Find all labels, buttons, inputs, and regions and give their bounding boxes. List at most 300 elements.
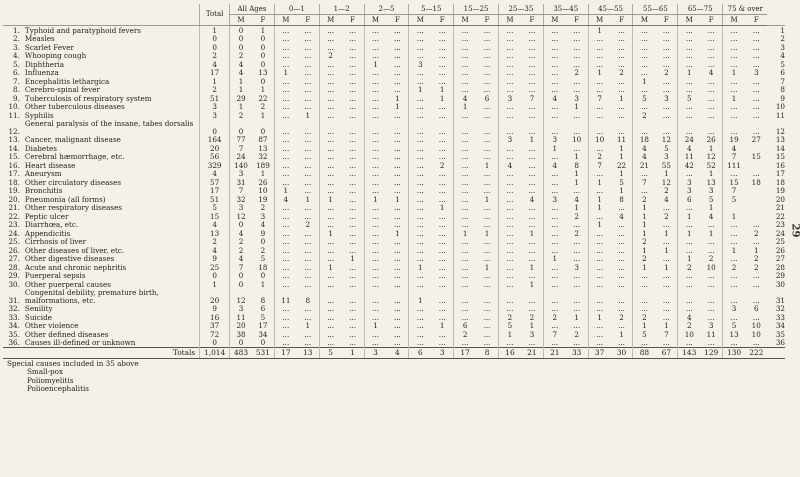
age-cell: ...	[364, 94, 386, 103]
age-cell: 1	[678, 212, 700, 221]
age-cell: 2	[529, 313, 535, 322]
table-row	[3, 272, 785, 281]
age-cell: ...	[393, 77, 401, 86]
age-cell: ...	[543, 204, 565, 213]
cause-label: Other circulatory diseases	[24, 178, 122, 187]
age-cell: ...	[543, 280, 565, 289]
age-cell: 1	[708, 203, 714, 212]
age-cell: ...	[528, 237, 536, 246]
row-number-right: 24	[775, 229, 785, 238]
age-cell: ...	[528, 68, 536, 77]
age-cell: ...	[573, 338, 581, 348]
age-cell: ...	[304, 68, 312, 77]
row-number: 7.	[13, 77, 20, 86]
age-cell: ...	[707, 280, 715, 289]
cause-label: Other tuberculous diseases	[24, 102, 125, 111]
age-cell: ...	[499, 52, 521, 61]
age-cell: ...	[393, 60, 401, 69]
age-cell: ...	[483, 25, 491, 35]
all-ages-female-cell: 87	[258, 135, 268, 144]
age-cell: 4	[633, 153, 655, 162]
age-cell: ...	[752, 296, 760, 305]
age-cell: ...	[573, 280, 581, 289]
age-cell: 2	[678, 322, 700, 331]
all-ages-female-cell: 0	[260, 237, 266, 246]
age-cell: 1	[723, 246, 745, 255]
cause-label: Appendicitis	[24, 229, 71, 238]
age-cell: 1	[529, 321, 535, 330]
age-cell: ...	[483, 313, 491, 322]
age-cell: ...	[454, 136, 476, 145]
age-cell: ...	[454, 43, 476, 52]
age-cell: ...	[543, 178, 565, 187]
cause-label: Other digestive diseases	[24, 254, 115, 263]
age-cell: ...	[319, 103, 341, 112]
age-cell: ...	[349, 263, 356, 272]
all-ages-female-cell: 0	[260, 127, 266, 136]
age-cell: 10	[751, 321, 761, 330]
age-cell: 1	[588, 204, 610, 213]
total-cell: 56	[200, 153, 230, 162]
age-cell: ...	[662, 25, 670, 35]
age-cell: ...	[662, 313, 670, 322]
age-cell: ...	[319, 289, 341, 305]
age-cell: ...	[633, 280, 655, 289]
row-number: 14.	[8, 144, 20, 153]
age-cell: 88	[633, 348, 655, 359]
all-ages-male-cell: 0	[230, 221, 252, 230]
total-cell: 3	[200, 103, 230, 112]
age-cell: ...	[454, 195, 476, 204]
age-cell: 2	[664, 212, 669, 221]
all-ages-female-cell: 9	[260, 229, 266, 238]
age-cell: ...	[752, 25, 760, 35]
total-cell: 5	[200, 204, 230, 213]
age-cell: ...	[543, 77, 565, 86]
age-cell: 6	[678, 195, 700, 204]
age-group-header: 35—45	[543, 4, 588, 15]
age-cell: ...	[349, 313, 356, 322]
row-number-right: 6	[780, 68, 785, 77]
age-cell: 5	[708, 195, 714, 204]
age-cell: ...	[707, 77, 715, 86]
age-cell: ...	[588, 187, 610, 196]
age-cell: ...	[274, 313, 296, 322]
age-cell: ...	[409, 52, 431, 61]
age-cell: ...	[633, 339, 655, 348]
age-cell: 1	[364, 60, 386, 69]
age-cell: ...	[319, 120, 341, 136]
age-cell: 2	[708, 254, 714, 263]
age-cell: 19	[723, 136, 745, 145]
male-header: M	[409, 15, 431, 26]
age-cell: ...	[454, 263, 476, 272]
cause-label: Aneurysm	[24, 169, 62, 178]
age-cell: 1	[484, 195, 490, 204]
age-cell: ...	[499, 255, 521, 264]
age-cell: 4	[274, 195, 296, 204]
age-cell: ...	[409, 272, 431, 281]
total-cell: 72	[200, 330, 230, 339]
row-number-right: 11	[775, 111, 785, 120]
age-cell: ...	[304, 178, 312, 187]
total-cell: 17	[200, 187, 230, 196]
age-cell: 1	[664, 321, 669, 330]
age-cell: ...	[633, 187, 655, 196]
age-cell: ...	[304, 338, 312, 348]
age-cell: ...	[393, 186, 401, 195]
age-cell: ...	[633, 289, 655, 305]
age-cell: ...	[573, 111, 581, 120]
age-cell: ...	[483, 51, 491, 60]
age-cell: 2	[305, 220, 311, 229]
age-cell: 1	[723, 94, 745, 103]
age-cell: ...	[393, 152, 401, 161]
age-cell: ...	[678, 111, 700, 120]
age-cell: ...	[438, 186, 446, 195]
age-cell: ...	[618, 304, 625, 313]
age-cell: ...	[588, 144, 610, 153]
table-row	[3, 161, 785, 170]
age-cell: ...	[319, 238, 341, 247]
age-cell: ...	[438, 313, 446, 322]
age-cell: ...	[483, 60, 491, 69]
all-ages-male-cell: 483	[230, 348, 252, 359]
age-cell: ...	[528, 254, 536, 263]
age-cell: 1	[409, 263, 431, 272]
age-cell: ...	[454, 187, 476, 196]
total-cell: 20	[200, 144, 230, 153]
age-cell: ...	[662, 220, 670, 229]
special-cause-label: Poliomyelitis	[27, 376, 74, 385]
age-cell: 1	[574, 152, 579, 161]
age-cell: ...	[438, 304, 446, 313]
age-cell: ...	[528, 203, 536, 212]
age-cell: ...	[707, 237, 715, 246]
age-cell: 1	[588, 26, 610, 35]
female-header: F	[611, 15, 633, 26]
age-group-header: 55—65	[633, 4, 678, 15]
age-cell: ...	[304, 144, 312, 153]
age-cell: ...	[662, 34, 670, 43]
all-ages-male-cell: 77	[230, 136, 252, 145]
age-cell: ...	[364, 255, 386, 264]
row-number-right: 29	[775, 271, 785, 280]
all-ages-male-cell: 7	[230, 263, 252, 272]
age-cell: 42	[678, 161, 700, 170]
age-cell: ...	[707, 43, 715, 52]
age-cell: ...	[349, 135, 356, 144]
age-cell: ...	[349, 152, 356, 161]
total-cell: 4	[200, 221, 230, 230]
age-cell: ...	[304, 43, 312, 52]
total-cell: 0	[200, 272, 230, 281]
age-cell: 1	[439, 321, 445, 330]
age-cell: ...	[543, 153, 565, 162]
age-cell: 2	[633, 313, 655, 322]
age-cell: ...	[499, 305, 521, 314]
age-cell: ...	[662, 203, 670, 212]
age-cell: ...	[364, 153, 386, 162]
age-cell: ...	[483, 254, 491, 263]
male-header: M	[723, 15, 745, 26]
all-ages-male-cell: 20	[230, 322, 252, 331]
age-cell: ...	[633, 52, 655, 61]
age-cell: ...	[723, 111, 745, 120]
cause-label: Other puerperal causes	[24, 280, 111, 289]
age-cell: ...	[483, 102, 491, 111]
age-cell: 7	[588, 94, 610, 103]
age-cell: ...	[274, 26, 296, 35]
row-number-right: 20	[775, 195, 785, 204]
age-cell: ...	[618, 280, 625, 289]
row-number: 21.	[8, 203, 20, 212]
age-cell: 1	[454, 103, 476, 112]
age-cell: 5	[619, 178, 624, 187]
age-cell: ...	[543, 246, 565, 255]
age-cell: 4	[678, 313, 700, 322]
age-cell: ...	[543, 170, 565, 179]
age-cell: ...	[274, 178, 296, 187]
age-cell: ...	[528, 186, 536, 195]
age-cell: 3	[708, 186, 714, 195]
age-cell: ...	[438, 220, 446, 229]
age-cell: 1	[633, 229, 655, 238]
age-group-header: 75 & over	[723, 4, 768, 15]
age-cell: ...	[678, 221, 700, 230]
age-cell: ...	[364, 26, 386, 35]
female-header: F	[386, 15, 408, 26]
age-cell: 2	[574, 330, 579, 339]
age-cell: ...	[499, 280, 521, 289]
row-number-right: 17	[775, 169, 785, 178]
all-ages-female-cell: 1	[260, 25, 266, 35]
age-cell: ...	[588, 305, 610, 314]
age-cell: ...	[543, 43, 565, 52]
row-number: 12.	[8, 127, 20, 136]
age-cell: ...	[678, 43, 700, 52]
age-cell: ...	[393, 304, 401, 313]
age-cell: ...	[349, 296, 356, 305]
age-cell: ...	[409, 103, 431, 112]
row-number: 15.	[8, 152, 20, 161]
mortality-table	[3, 4, 785, 393]
age-cell: ...	[573, 321, 581, 330]
age-cell: ...	[454, 170, 476, 179]
table-row	[3, 60, 785, 69]
all-ages-female-cell: 4	[260, 220, 266, 229]
age-cell: ...	[707, 271, 715, 280]
age-cell: 1	[574, 203, 579, 212]
age-cell: ...	[274, 339, 296, 348]
age-cell: ...	[752, 51, 760, 60]
age-cell: ...	[588, 52, 610, 61]
age-cell: 8	[305, 296, 311, 305]
age-group-header: 25—35	[499, 4, 544, 15]
age-cell: 3	[499, 136, 521, 145]
age-cell: ...	[528, 43, 536, 52]
age-cell: ...	[752, 77, 760, 86]
male-header: M	[364, 15, 386, 26]
all-ages-male-cell: 38	[230, 330, 252, 339]
all-ages-male-cell: 0	[230, 339, 252, 348]
cause-label: Diarrhœa, etc.	[24, 220, 79, 229]
table-row	[3, 187, 785, 196]
age-cell: ...	[454, 161, 476, 170]
age-cell: ...	[723, 339, 745, 348]
age-cell: ...	[364, 289, 386, 305]
age-cell: ...	[543, 103, 565, 112]
age-cell: ...	[319, 212, 341, 221]
age-cell: 1	[409, 289, 431, 305]
age-cell: 2	[664, 186, 669, 195]
age-cell: 10	[678, 330, 700, 339]
total-cell: 16	[200, 313, 230, 322]
age-cell: 11	[678, 153, 700, 162]
age-cell: ...	[304, 246, 312, 255]
age-cell: 1	[274, 187, 296, 196]
age-cell: ...	[393, 254, 401, 263]
total-cell: 4	[200, 170, 230, 179]
age-cell: ...	[678, 305, 700, 314]
age-cell: ...	[483, 127, 491, 136]
total-cell: 1	[200, 26, 230, 35]
age-cell: 26	[706, 135, 716, 144]
age-cell: ...	[438, 178, 446, 187]
age-cell: ...	[274, 238, 296, 247]
age-cell: ...	[409, 144, 431, 153]
all-ages-female-cell: 1	[260, 111, 266, 120]
age-cell: 3	[409, 60, 431, 69]
age-cell	[745, 195, 767, 204]
age-cell: ...	[364, 339, 386, 348]
age-cell: ...	[573, 51, 581, 60]
age-cell: 30	[611, 348, 633, 359]
female-header: F	[700, 15, 722, 26]
age-cell: ...	[274, 330, 296, 339]
age-cell: ...	[618, 25, 625, 35]
age-cell: ...	[438, 144, 446, 153]
table-row	[3, 144, 785, 153]
special-cause-label: Small-pox	[27, 367, 64, 376]
age-cell: ...	[499, 69, 521, 78]
row-number: 8.	[13, 85, 20, 94]
age-cell: ...	[393, 338, 401, 348]
age-cell: ...	[438, 102, 446, 111]
row-number: 16.	[8, 161, 20, 170]
age-cell: ...	[618, 263, 625, 272]
table-row	[3, 26, 785, 35]
age-cell: ...	[319, 144, 341, 153]
cause-label: Causes ill-defined or unknown	[24, 338, 136, 348]
age-cell: ...	[304, 127, 312, 136]
age-cell: ...	[454, 69, 476, 78]
row-number-right: 22	[775, 212, 785, 221]
age-cell: ...	[528, 111, 536, 120]
cause-label: Suicide	[24, 313, 52, 322]
age-cell: 1	[395, 102, 400, 111]
age-cell: ...	[618, 77, 625, 86]
age-cell: 1	[664, 169, 669, 178]
age-cell: 2	[619, 313, 624, 322]
age-cell: 1	[364, 195, 386, 204]
table-row	[3, 136, 785, 145]
age-cell: 1	[708, 169, 714, 178]
total-cell: 51	[200, 94, 230, 103]
age-cell: ...	[364, 221, 386, 230]
cause-label: Syphilis	[24, 111, 54, 120]
age-cell: 1	[305, 321, 311, 330]
total-cell: 9	[200, 305, 230, 314]
age-cell: ...	[409, 120, 431, 136]
age-cell: 12	[661, 135, 671, 144]
age-cell: 1	[588, 221, 610, 230]
age-cell: ...	[409, 322, 431, 331]
age-cell: 2	[753, 263, 759, 272]
age-cell: ...	[723, 86, 745, 95]
age-cell: ...	[438, 25, 446, 35]
age-cell: ...	[304, 212, 312, 221]
age-cell: ...	[349, 77, 356, 86]
age-cell: 6	[484, 94, 490, 103]
age-cell: 2	[574, 212, 579, 221]
age-cell: ...	[678, 238, 700, 247]
age-cell: ...	[438, 135, 446, 144]
age-cell: ...	[543, 322, 565, 331]
age-cell: ...	[304, 25, 312, 35]
age-cell: ...	[393, 271, 401, 280]
table-row	[3, 263, 785, 272]
age-cell: ...	[707, 60, 715, 69]
age-cell: ...	[393, 220, 401, 229]
age-cell: ...	[752, 111, 760, 120]
age-cell: 1	[274, 69, 296, 78]
age-cell: ...	[349, 246, 356, 255]
age-cell: ...	[438, 51, 446, 60]
all-ages-male-cell: 2	[230, 52, 252, 61]
male-header: M	[230, 15, 252, 26]
age-cell: ...	[319, 313, 341, 322]
age-cell: 10	[572, 135, 582, 144]
age-cell: ...	[349, 237, 356, 246]
age-cell: ...	[483, 186, 491, 195]
age-cell: ...	[707, 51, 715, 60]
age-cell: 2	[574, 68, 579, 77]
age-cell: ...	[588, 255, 610, 264]
age-cell: ...	[528, 51, 536, 60]
age-cell: 13	[706, 178, 716, 187]
all-ages-female-cell: 5	[260, 254, 266, 263]
age-cell: ...	[304, 271, 312, 280]
age-cell: ...	[528, 127, 536, 136]
age-cell: ...	[499, 178, 521, 187]
total-cell: 25	[200, 263, 230, 272]
age-cell: ...	[349, 51, 356, 60]
age-cell: ...	[543, 289, 565, 305]
age-cell: ...	[618, 203, 625, 212]
age-cell: 5	[723, 195, 745, 204]
age-cell: ...	[483, 68, 491, 77]
age-cell: ...	[454, 305, 476, 314]
age-cell: ...	[678, 170, 700, 179]
age-cell: ...	[274, 161, 296, 170]
all-ages-male-cell: 140	[230, 161, 252, 170]
age-cell: ...	[678, 26, 700, 35]
age-cell: ...	[319, 187, 341, 196]
row-number: 36.	[8, 338, 20, 348]
age-cell: ...	[454, 221, 476, 230]
age-cell: ...	[678, 339, 700, 348]
